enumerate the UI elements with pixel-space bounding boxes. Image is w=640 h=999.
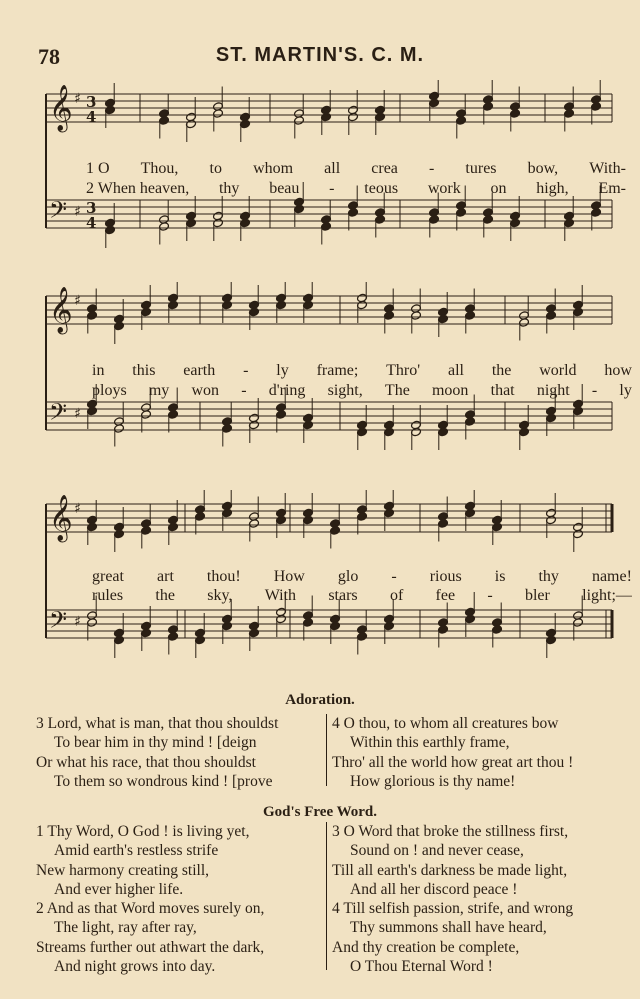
lyric-syllable: my (148, 382, 170, 399)
hymn-line: The light, ray after ray, (54, 919, 197, 937)
lyric-syllable: high, (536, 180, 569, 197)
lyric-syllable: name! (591, 568, 632, 585)
lyric-syllable: stars (328, 587, 358, 604)
lyric-syllable: this (132, 362, 156, 379)
lyric-syllable: glo (337, 568, 359, 585)
hymn2-right-column (332, 822, 573, 976)
lyric-line-3-verse-2 (92, 587, 632, 605)
lyric-syllable: art (157, 568, 174, 585)
hymn-line: Amid earth's restless strife (54, 842, 219, 860)
lyric-syllable: teous (364, 180, 399, 197)
lyric-syllable: is (494, 568, 506, 585)
lyric-line-2-verse-2 (92, 382, 632, 400)
lyric-syllable: d'ring (268, 382, 306, 399)
hymn-line: Within this earthly frame, (350, 734, 510, 752)
lyric-syllable: tures (465, 160, 497, 177)
hymn1-left-column (36, 714, 278, 791)
bass-clef-icon: 𝄢 (49, 398, 68, 431)
lyric-syllable: night (536, 382, 570, 399)
lyric-syllable: - (487, 587, 493, 604)
lyric-syllable: How (273, 568, 305, 585)
time-signature-top: 3 (86, 199, 97, 217)
lyric-line-1-verse-2 (86, 180, 626, 198)
hymn-title-adoration: Adoration. (285, 692, 355, 708)
hymn-line: Sound on ! and never cease, (350, 842, 524, 860)
hymn-line: 3 O Word that broke the stillness first, (332, 823, 569, 840)
lyric-syllable: light;— (582, 587, 632, 604)
lyric-syllable: rules (92, 587, 124, 604)
lyric-syllable: world (539, 362, 577, 379)
lyric-syllable: 2 When heaven, (86, 180, 190, 197)
hymn-line: To bear him in thy mind ! [deign (54, 734, 257, 752)
tune-title: ST. MARTIN'S. C. M. (215, 44, 425, 66)
time-signature-bottom: 4 (86, 214, 97, 232)
hymn-line: And night grows into day. (54, 958, 216, 976)
lyric-syllable: how (604, 362, 632, 379)
hymn-line: How glorious is thy name! (350, 772, 516, 790)
hymn-line: Thro' all the world how great art thou ! (332, 753, 574, 771)
hymn1-right-column (332, 714, 573, 791)
lyric-syllable: in (92, 362, 105, 379)
lyric-syllable: thy (218, 180, 240, 197)
lyric-syllable: won (191, 382, 220, 399)
time-signature-top: 3 (86, 93, 97, 111)
lyric-syllable: fee (435, 587, 456, 604)
lyric-syllable: frame; (316, 362, 359, 379)
lyric-syllable: The (384, 382, 410, 399)
lyric-syllable: moon (431, 382, 469, 399)
hymn-line: And ever higher life. (54, 880, 184, 898)
lyric-syllable: ly (619, 382, 632, 399)
hymn-line: To them so wondrous kind ! [prove (54, 772, 273, 790)
lyric-syllable: on (490, 180, 507, 197)
lyric-syllable: great (92, 568, 124, 585)
sharp-icon: ♯ (74, 204, 81, 220)
lyric-syllable: - (391, 568, 397, 585)
hymn-line: Streams further out athwart the dark, (36, 938, 265, 956)
lyric-syllable: ploys (92, 382, 127, 399)
hymn-line: O Thou Eternal Word ! (350, 958, 493, 976)
treble-clef-icon: 𝄞 (49, 495, 73, 541)
lyric-syllable: sky, (207, 587, 233, 604)
lyric-syllable: earth (183, 362, 216, 379)
lyric-syllable: the (155, 587, 175, 604)
column-divider (326, 822, 327, 970)
hymn-line: Or what his race, that thou shouldst (36, 753, 256, 771)
sharp-icon: ♯ (74, 406, 81, 422)
lyric-syllable: crea (371, 160, 398, 177)
bass-clef-icon: 𝄢 (49, 606, 68, 639)
hymn-line: 4 Till selfish passion, strife, and wrong (332, 900, 574, 918)
lyric-syllable: whom (253, 160, 294, 177)
hymn-title-gods-free-word: God's Free Word. (262, 804, 378, 820)
hymn2-left-column (36, 822, 264, 976)
lyric-syllable: Thou, (140, 160, 179, 177)
treble-clef-icon: 𝄞 (49, 85, 73, 131)
lyric-syllable: With- (589, 160, 626, 177)
lyric-syllable: ly (276, 362, 289, 379)
lyric-syllable: bler (524, 587, 550, 604)
lyric-syllable: - (243, 362, 249, 379)
hymn-line: 2 And as that Word moves surely on, (36, 900, 265, 918)
lyric-syllable: all (324, 160, 341, 177)
lyric-syllable: With (264, 587, 297, 604)
lyric-syllable: - (591, 382, 598, 399)
lyric-syllable: thou! (206, 568, 241, 585)
hymn-line: 1 Thy Word, O God ! is living yet, (36, 823, 250, 840)
hymn-line: 3 Lord, what is man, that thou shouldst (36, 715, 279, 732)
lyric-syllable: that (490, 382, 515, 399)
lyric-line-2-verse-1 (92, 362, 632, 380)
hymn-line: Till all earth's darkness be made light, (332, 861, 568, 879)
lyric-syllable: of (389, 587, 404, 604)
lyric-syllable: sight, (327, 382, 363, 399)
bass-clef-icon: 𝄢 (49, 196, 68, 229)
time-signature-bottom: 4 (86, 108, 97, 126)
lyric-line-3-verse-1 (92, 568, 632, 586)
lyric-syllable: Em- (598, 180, 626, 197)
lyric-syllable: thy (538, 568, 559, 585)
lyric-syllable: 1 O (86, 160, 110, 177)
column-divider (326, 714, 327, 786)
lyric-syllable: the (491, 362, 512, 379)
lyric-syllable: - (241, 382, 247, 399)
sharp-icon: ♯ (74, 614, 81, 630)
lyric-syllable: bow, (527, 160, 559, 177)
lyric-syllable: beau (269, 180, 300, 197)
lyric-syllable: rious (429, 568, 462, 585)
lyric-syllable: work (427, 180, 461, 197)
lyric-syllable: Thro' (386, 362, 421, 379)
hymn-line: Thy summons shall have heard, (350, 919, 547, 937)
sharp-icon: ♯ (74, 501, 81, 517)
lyric-syllable: all (447, 362, 464, 379)
hymn-line: And thy creation be complete, (332, 938, 520, 956)
hymn-line: And all her discord peace ! (350, 880, 518, 898)
page-number: 78 (38, 44, 60, 69)
hymn-line: 4 O thou, to whom all creatures bow (332, 715, 559, 732)
sharp-icon: ♯ (74, 293, 81, 309)
lyric-syllable: to (209, 160, 222, 177)
lyric-syllable: - (429, 160, 435, 177)
lyric-syllable: - (329, 180, 335, 197)
treble-clef-icon: 𝄞 (49, 287, 73, 333)
sharp-icon: ♯ (74, 91, 81, 107)
hymn-line: New harmony creating still, (36, 861, 210, 879)
lyric-line-1-verse-1 (86, 160, 626, 178)
